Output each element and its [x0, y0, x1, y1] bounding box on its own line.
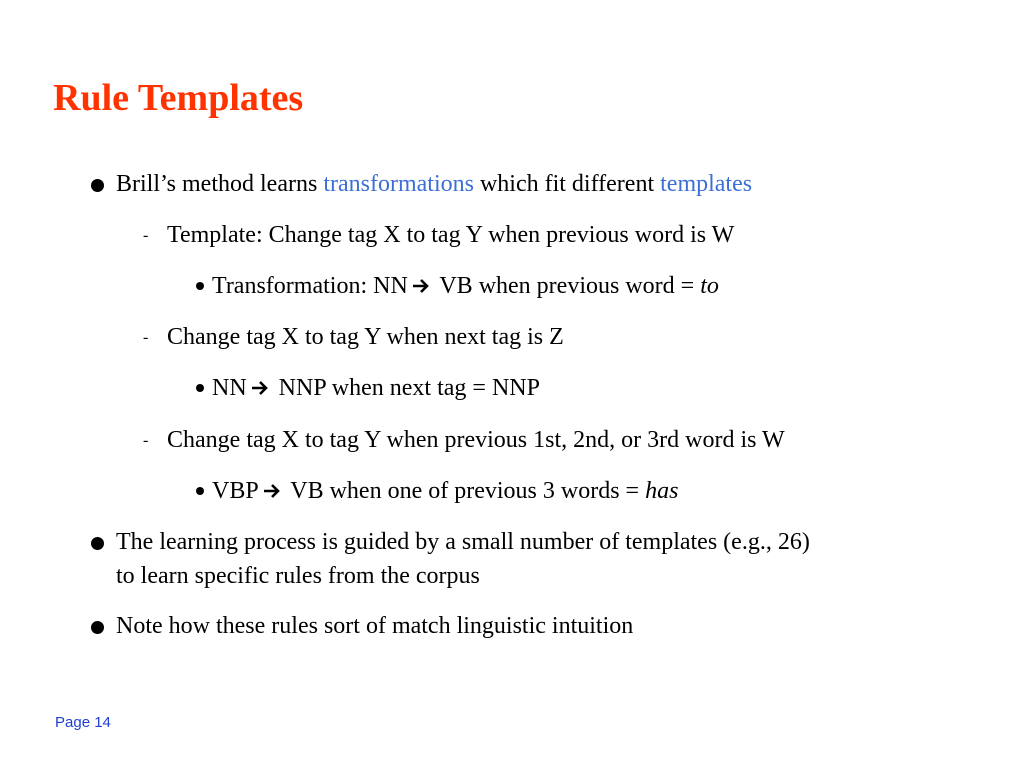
bullet-1 [116, 167, 752, 201]
bullet-icon [91, 621, 104, 634]
transformation-1-rest: VB when previous word = [433, 273, 701, 299]
transformation-3-word: has [645, 478, 679, 504]
transformation-2-rest: NNP when next tag = NNP [272, 375, 540, 401]
sub-bullet-1-text: Template: Change tag X to tag Y when previous word is W [167, 222, 735, 248]
slide-title: Rule Templates [53, 77, 304, 119]
keyword-templates: templates [660, 171, 753, 197]
sub-sub-bullet-1 [212, 269, 719, 303]
sub-sub-bullet-3 [212, 474, 678, 508]
transformation-3-start: VBP [212, 478, 259, 504]
transformation-1-word: to [700, 273, 719, 299]
page-number: Page 14 [55, 714, 111, 731]
bullet-2-text-line-1: The learning process is guided by a small number of templates (e.g., 26) [116, 529, 810, 555]
dash-icon: - [143, 227, 149, 244]
bullet-3 [116, 609, 633, 643]
bullet-icon [196, 384, 204, 392]
keyword-transformations: transformations [323, 171, 474, 197]
bullet-1-text-middle: which fit different [473, 171, 661, 197]
bullet-1-text-start: Brill’s method learns [116, 171, 324, 197]
sub-bullet-2 [167, 320, 564, 354]
transformation-3-rest: VB when one of previous 3 words = [284, 478, 646, 504]
bullet-icon [91, 537, 104, 550]
bullet-2-line-1 [116, 525, 810, 559]
bullet-2-line-2 [116, 559, 480, 593]
right-arrow-icon [251, 380, 269, 396]
transformation-1-start: Transformation: NN [212, 273, 408, 299]
bullet-2-text-line-2: to learn specific rules from the corpus [116, 563, 480, 589]
bullet-icon [196, 282, 204, 290]
sub-bullet-2-text: Change tag X to tag Y when next tag is Z [167, 324, 564, 350]
right-arrow-icon [412, 278, 430, 294]
bullet-icon [196, 487, 204, 495]
dash-icon: - [143, 432, 149, 449]
bullet-3-text: Note how these rules sort of match linguistic intuition [116, 613, 634, 639]
dash-icon: - [143, 329, 149, 346]
sub-sub-bullet-2 [212, 371, 540, 405]
sub-bullet-1 [167, 218, 734, 252]
sub-bullet-3 [167, 423, 785, 457]
sub-bullet-3-text: Change tag X to tag Y when previous 1st, 2nd, or 3rd word is W [167, 427, 785, 453]
transformation-2-start: NN [212, 375, 247, 401]
bullet-icon [91, 179, 104, 192]
right-arrow-icon [263, 483, 281, 499]
